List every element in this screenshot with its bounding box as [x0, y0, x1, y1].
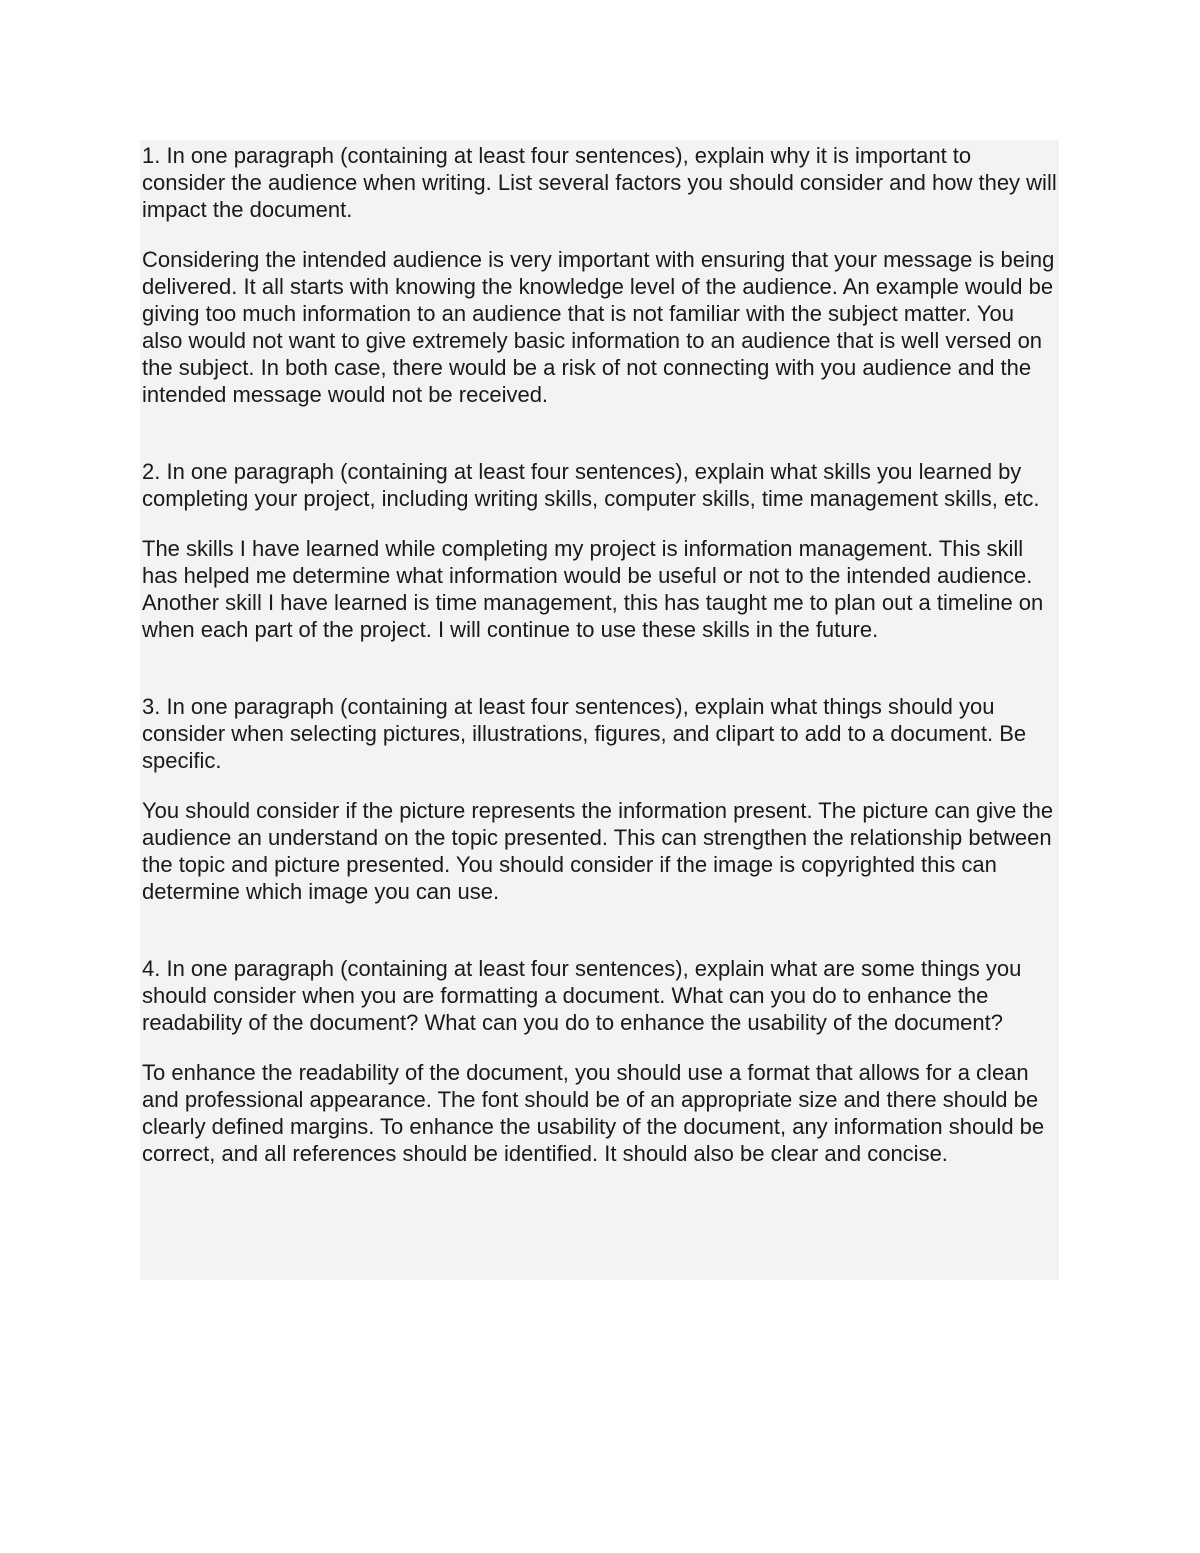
question-3: 3. In one paragraph (containing at least four sentences), explain what things should you consider when selecting pictures, illustrations, figures, and clipart to add to a document. Be specific. [142, 694, 1027, 773]
section-spacer [142, 643, 1057, 693]
question-4: 4. In one paragraph (containing at least four sentences), explain what are some things you should consider when you are formatting a document. What can you do to enhance the readability of the document? What can you do to enhance the usability of the document? [142, 956, 1022, 1035]
section-4 [142, 955, 1057, 1167]
section-2 [142, 458, 1057, 643]
answer-1: Considering the intended audience is very important with ensuring that your message is being delivered. It all starts with knowing the knowledge level of the audience. An example would be giving too much information to an audience that is not familiar with the subject matter. You also would not want to give extremely basic information to an audience that is well versed on the subject. In both case, there would be a risk of not connecting with you audience and the intended message would not be received. [142, 247, 1055, 407]
question-1: 1. In one paragraph (containing at least four sentences), explain why it is important to consider the audience when writing. List several factors you should consider and how they will impact the document. [142, 143, 1057, 222]
section-3 [142, 693, 1057, 905]
section-spacer [142, 408, 1057, 458]
answer-2: The skills I have learned while completing my project is information management. This skill has helped me determine what information would be useful or not to the intended audience. Another skill I have learned is time management, this has taught me to plan out a timeline on when each part of the project. I will continue to use these skills in the future. [142, 536, 1044, 642]
document-body [142, 142, 1057, 1167]
question-2: 2. In one paragraph (containing at least four sentences), explain what skills you learned by completing your project, including writing skills, computer skills, time management skills, etc. [142, 459, 1040, 511]
answer-4: To enhance the readability of the document, you should use a format that allows for a clean and professional appearance. The font should be of an appropriate size and there should be clearly defined margins. To enhance the usability of the document, any information should be correct, and all references should be identified. It should also be clear and concise. [142, 1060, 1045, 1166]
section-1 [142, 142, 1057, 408]
section-spacer [142, 905, 1057, 955]
answer-3: You should consider if the picture represents the information present. The picture can give the audience an understand on the topic presented. This can strengthen the relationship between the topic and picture presented. You should consider if the image is copyrighted this can determine which image you can use. [142, 798, 1054, 904]
